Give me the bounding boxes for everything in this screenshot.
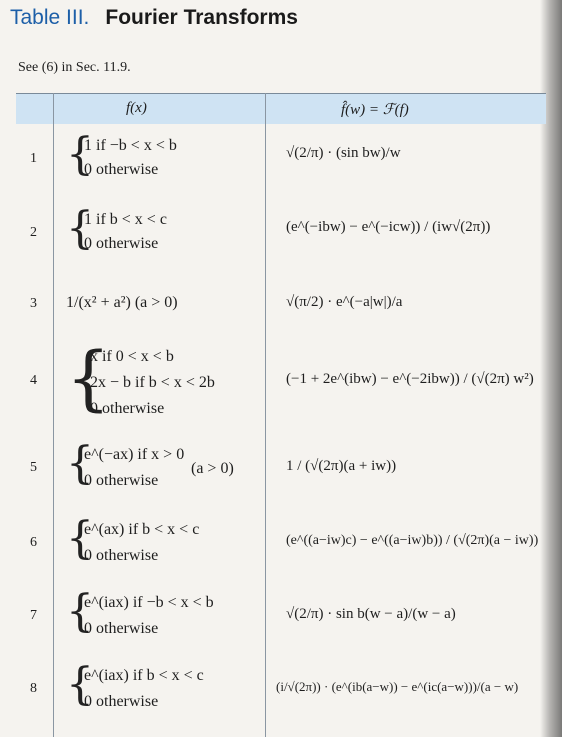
column-header-fw: f̂(w) = ℱ(f): [341, 102, 409, 118]
table-header-row: [16, 93, 546, 124]
case-line: 0 otherwise: [84, 235, 159, 252]
case-line: e^(ax) if b < x < c: [84, 521, 200, 538]
brace-icon: {: [66, 438, 94, 489]
table-heading: [10, 6, 298, 40]
case-line: e^(iax) if b < x < c: [84, 667, 204, 684]
case-line: 0 otherwise: [84, 547, 159, 564]
transform-formula: √(π/2) · e^(−a|w|)/a: [286, 294, 403, 310]
fourier-transform-table: [16, 93, 546, 737]
transform-formula: (e^(−ibw) − e^(−icw)) / (iw√(2π)): [286, 219, 491, 235]
row-number: 2: [30, 225, 37, 240]
transform-formula: 1 / (√(2π)(a + iw)): [286, 458, 397, 474]
transform-formula: (−1 + 2e^(ibw) − e^(−2ibw)) / (√(2π) w²): [286, 371, 534, 387]
brace-icon: {: [66, 129, 94, 180]
case-line: 0 otherwise: [84, 693, 159, 710]
transform-formula: √(2/π) · (sin bw)/w: [286, 145, 401, 161]
case-line: 0 otherwise: [84, 620, 159, 637]
table-row: [16, 205, 546, 265]
brace-icon: {: [66, 586, 94, 637]
table-row: [16, 513, 546, 573]
table-row: [16, 131, 546, 191]
case-line: 1 if −b < x < b: [84, 137, 177, 154]
case-line: 1 if b < x < c: [84, 211, 167, 228]
row-number: 7: [30, 608, 37, 623]
case-line: 0 otherwise: [84, 472, 159, 489]
table-row: [16, 337, 546, 425]
transform-formula: (i/√(2π)) · (e^(ib(a−w)) − e^(ic(a−w)))/(a − w): [276, 679, 519, 694]
row-number: 3: [30, 296, 37, 311]
case-line: x if 0 < x < b: [90, 348, 174, 365]
column-header-fx: f(x): [126, 100, 147, 116]
table-number: Table III.: [10, 6, 90, 29]
row-number: 5: [30, 460, 37, 475]
case-line: e^(iax) if −b < x < b: [84, 594, 214, 611]
table-row: [16, 440, 546, 500]
case-line: 1/(x² + a²) (a > 0): [66, 294, 178, 311]
brace-icon: {: [66, 659, 94, 710]
transform-formula: √(2/π) · sin b(w − a)/(w − a): [286, 606, 456, 622]
brace-icon: {: [66, 337, 111, 419]
brace-icon: {: [66, 203, 94, 254]
case-line: 0 otherwise: [84, 161, 159, 178]
table-row: [16, 278, 546, 333]
case-condition: (a > 0): [191, 460, 234, 477]
case-line: 2x − b if b < x < 2b: [90, 374, 215, 391]
table-row: [16, 588, 546, 648]
transform-formula: (e^((a−iw)c) − e^((a−iw)b)) / (√(2π)(a − iw)): [286, 533, 539, 548]
brace-icon: {: [66, 513, 94, 564]
case-line: e^(−ax) if x > 0: [84, 446, 185, 463]
table-note: See (6) in Sec. 11.9.: [18, 60, 131, 75]
row-number: 8: [30, 681, 37, 696]
row-number: 6: [30, 535, 37, 550]
case-line: 0 otherwise: [90, 400, 165, 417]
table-title: Fourier Transforms: [105, 6, 298, 29]
table-row: [16, 661, 546, 721]
row-number: 1: [30, 151, 37, 166]
row-number: 4: [30, 373, 37, 388]
